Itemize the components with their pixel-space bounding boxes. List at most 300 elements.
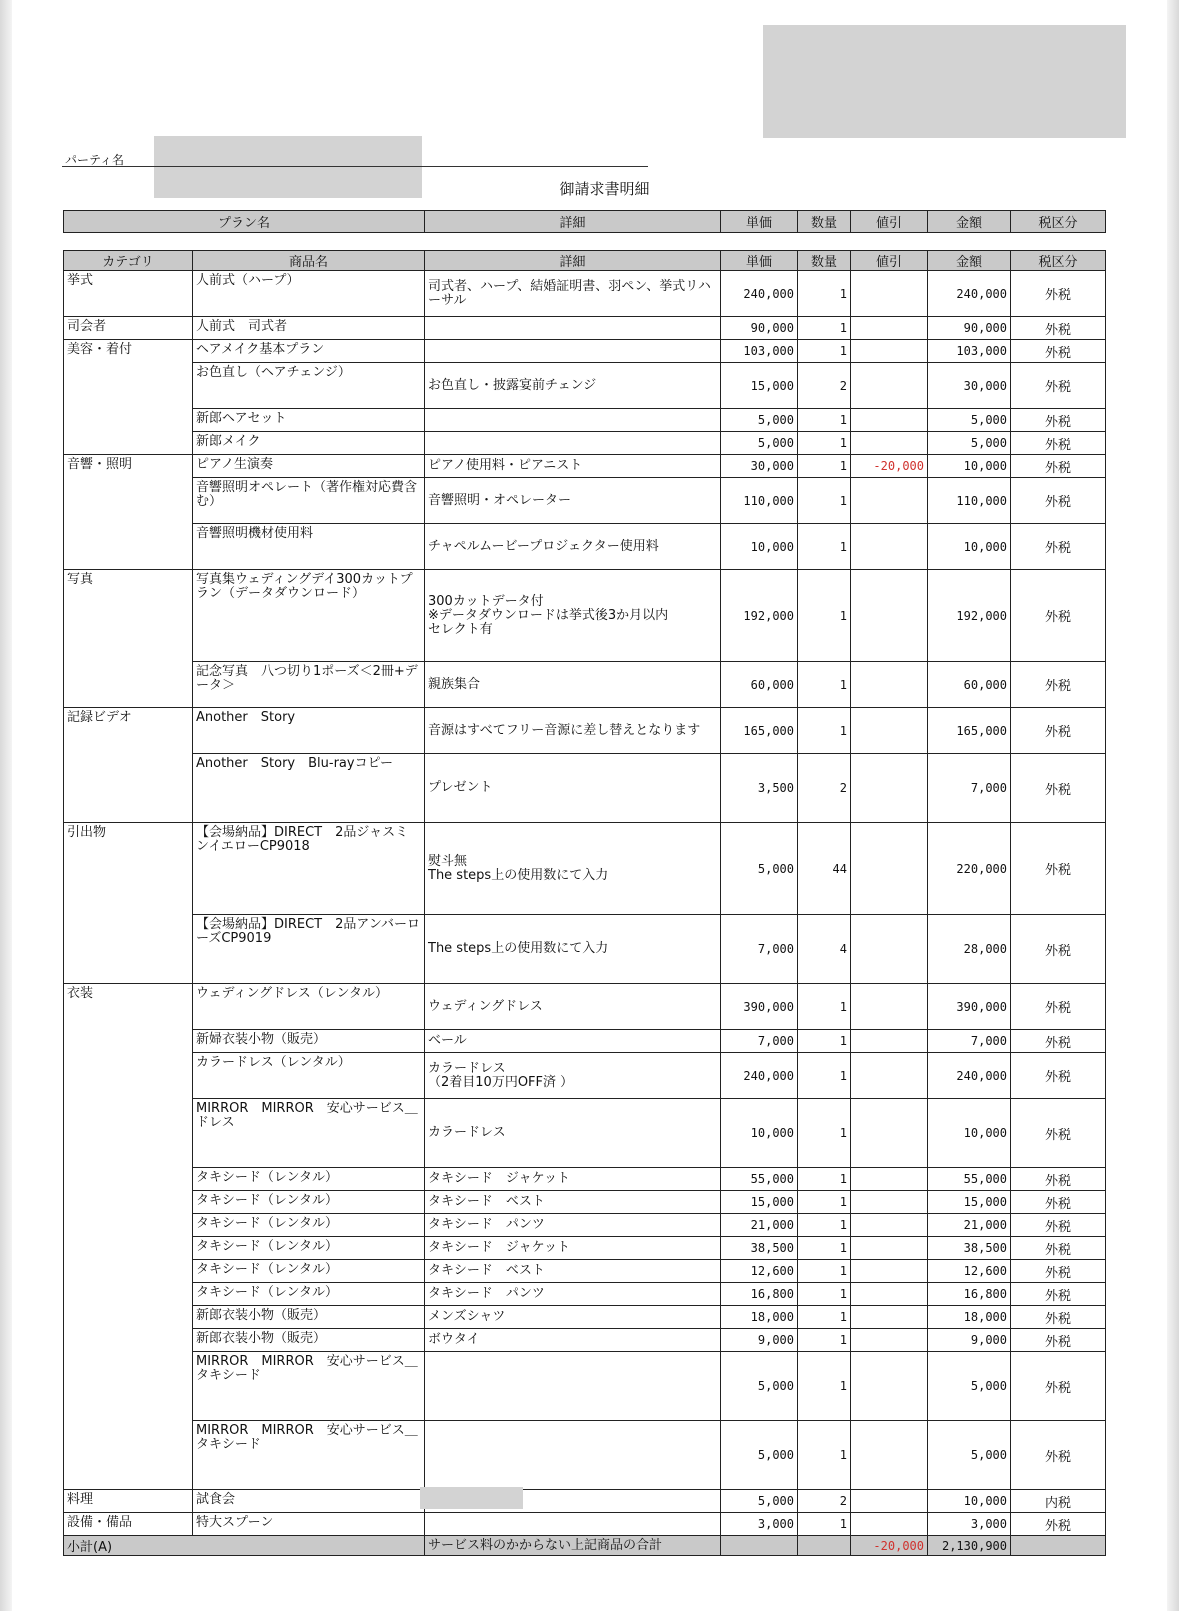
item-row [64, 1099, 1106, 1168]
subtotal-detail: サービス料のかからない上記商品の合計 [425, 1536, 721, 1556]
amount-cell: 192,000 [928, 570, 1011, 662]
amount-cell: 16,800 [928, 1283, 1011, 1306]
item-row [64, 1260, 1106, 1283]
tax-type-cell: 外税 [1011, 455, 1106, 478]
item-detail-cell: タキシード ジャケット [425, 1168, 721, 1191]
unit-price-cell: 5,000 [721, 409, 798, 432]
item-row [64, 1306, 1106, 1329]
item-row [64, 478, 1106, 524]
unit-price-cell: 15,000 [721, 363, 798, 409]
item-detail-cell: 親族集合 [425, 662, 721, 708]
quantity-cell: 2 [798, 363, 851, 409]
tax-type-cell: 外税 [1011, 754, 1106, 823]
amount-cell: 240,000 [928, 271, 1011, 317]
item-detail-cell: メンズシャツ [425, 1306, 721, 1329]
unit-price-cell: 3,000 [721, 1513, 798, 1536]
amount-cell: 5,000 [928, 1352, 1011, 1421]
quantity-cell: 1 [798, 1168, 851, 1191]
document-title: 御請求書明細 [559, 180, 650, 198]
quantity-cell: 1 [798, 1030, 851, 1053]
discount-cell [851, 1030, 928, 1053]
discount-cell [851, 1352, 928, 1421]
item-detail-cell: お色直し・披露宴前チェンジ [425, 363, 721, 409]
quantity-cell: 1 [798, 432, 851, 455]
item-name-cell: 新郎メイク [193, 432, 425, 455]
unit-price-cell: 5,000 [721, 823, 798, 915]
tax-type-cell: 外税 [1011, 1030, 1106, 1053]
item-row [64, 662, 1106, 708]
quantity-cell: 1 [798, 1306, 851, 1329]
items-header-cell: 詳細 [425, 251, 721, 271]
quantity-cell: 2 [798, 754, 851, 823]
unit-price-cell: 5,000 [721, 1352, 798, 1421]
subtotal-label: 小計(A) [64, 1536, 425, 1556]
plan-header-cell: プラン名 [64, 211, 425, 233]
amount-cell: 5,000 [928, 432, 1011, 455]
quantity-cell: 4 [798, 915, 851, 984]
item-name-cell: MIRROR MIRROR 安心サービス＿ドレス [193, 1099, 425, 1168]
item-name-cell: カラードレス（レンタル） [193, 1053, 425, 1099]
tax-type-cell: 外税 [1011, 915, 1106, 984]
item-name-cell: 【会場納品】DIRECT 2品アンバーローズCP9019 [193, 915, 425, 984]
quantity-cell: 1 [798, 984, 851, 1030]
discount-cell [851, 432, 928, 455]
category-cell [64, 1306, 193, 1329]
plan-header-row [64, 211, 1106, 233]
tax-type-cell: 外税 [1011, 1306, 1106, 1329]
item-detail-cell: タキシード パンツ [425, 1214, 721, 1237]
unit-price-cell: 390,000 [721, 984, 798, 1030]
unit-price-cell: 90,000 [721, 317, 798, 340]
category-cell [64, 478, 193, 524]
category-cell [64, 1421, 193, 1490]
item-name-cell: ヘアメイク基本プラン [193, 340, 425, 363]
unit-price-cell: 5,000 [721, 1421, 798, 1490]
plan-header-cell: 税区分 [1011, 211, 1106, 233]
item-row [64, 708, 1106, 754]
item-detail-cell: 司式者、ハープ、結婚証明書、羽ペン、挙式リハーサル [425, 271, 721, 317]
item-detail-cell [425, 1421, 721, 1490]
item-name-cell: タキシード（レンタル） [193, 1191, 425, 1214]
amount-cell: 30,000 [928, 363, 1011, 409]
discount-cell [851, 409, 928, 432]
quantity-cell: 1 [798, 455, 851, 478]
tax-type-cell: 外税 [1011, 1191, 1106, 1214]
item-detail-cell [425, 317, 721, 340]
item-name-cell: 新郎ヘアセット [193, 409, 425, 432]
discount-cell [851, 271, 928, 317]
item-detail-cell: タキシード ジャケット [425, 1237, 721, 1260]
unit-price-cell: 9,000 [721, 1329, 798, 1352]
unit-price-cell: 240,000 [721, 1053, 798, 1099]
quantity-cell: 1 [798, 1237, 851, 1260]
amount-cell: 5,000 [928, 409, 1011, 432]
item-detail-cell [425, 1352, 721, 1421]
quantity-cell: 1 [798, 662, 851, 708]
tax-type-cell: 外税 [1011, 1260, 1106, 1283]
item-name-cell: ウェディングドレス（レンタル） [193, 984, 425, 1030]
amount-cell: 7,000 [928, 1030, 1011, 1053]
redacted-block-top-right [763, 25, 1126, 138]
category-cell: 司会者 [64, 317, 193, 340]
item-detail-cell: タキシード ベスト [425, 1191, 721, 1214]
amount-cell: 390,000 [928, 984, 1011, 1030]
unit-price-cell: 16,800 [721, 1283, 798, 1306]
unit-price-cell: 21,000 [721, 1214, 798, 1237]
category-cell: 美容・着付 [64, 340, 193, 363]
item-name-cell: タキシード（レンタル） [193, 1214, 425, 1237]
amount-cell: 10,000 [928, 524, 1011, 570]
item-detail-cell: ピアノ使用料・ピアニスト [425, 455, 721, 478]
tax-type-cell: 外税 [1011, 432, 1106, 455]
unit-price-cell: 38,500 [721, 1237, 798, 1260]
item-row [64, 1030, 1106, 1053]
category-cell: 料理 [64, 1490, 193, 1513]
category-cell [64, 524, 193, 570]
category-cell [64, 915, 193, 984]
item-name-cell: 音響照明オペレート（著作権対応費含む） [193, 478, 425, 524]
tax-type-cell: 外税 [1011, 984, 1106, 1030]
unit-price-cell: 18,000 [721, 1306, 798, 1329]
subtotal-discount: -20,000 [851, 1536, 928, 1556]
item-row [64, 432, 1106, 455]
amount-cell: 7,000 [928, 754, 1011, 823]
unit-price-cell: 15,000 [721, 1191, 798, 1214]
item-detail-cell: プレゼント [425, 754, 721, 823]
category-cell [64, 1237, 193, 1260]
item-row [64, 524, 1106, 570]
item-detail-cell: 300カットデータ付 ※データダウンロードは挙式後3か月以内 セレクト有 [425, 570, 721, 662]
category-cell [64, 1053, 193, 1099]
tax-type-cell: 外税 [1011, 823, 1106, 915]
item-row [64, 570, 1106, 662]
item-detail-cell: ベール [425, 1030, 721, 1053]
item-row [64, 271, 1106, 317]
amount-cell: 12,600 [928, 1260, 1011, 1283]
item-detail-cell: ウェディングドレス [425, 984, 721, 1030]
page-edge-right [1167, 0, 1179, 1611]
quantity-cell: 1 [798, 1421, 851, 1490]
category-cell [64, 1030, 193, 1053]
unit-price-cell: 103,000 [721, 340, 798, 363]
items-header-row [64, 251, 1106, 271]
amount-cell: 3,000 [928, 1513, 1011, 1536]
discount-cell [851, 1329, 928, 1352]
tax-type-cell: 外税 [1011, 1513, 1106, 1536]
tax-type-cell: 外税 [1011, 1237, 1106, 1260]
item-name-cell: ピアノ生演奏 [193, 455, 425, 478]
item-row [64, 1352, 1106, 1421]
subtotal-price [721, 1536, 798, 1556]
discount-cell [851, 1283, 928, 1306]
unit-price-cell: 7,000 [721, 1030, 798, 1053]
quantity-cell: 1 [798, 1053, 851, 1099]
party-name-label: パーティ名 [65, 153, 125, 167]
item-detail-cell: ボウタイ [425, 1329, 721, 1352]
amount-cell: 18,000 [928, 1306, 1011, 1329]
amount-cell: 103,000 [928, 340, 1011, 363]
amount-cell: 55,000 [928, 1168, 1011, 1191]
item-name-cell: タキシード（レンタル） [193, 1237, 425, 1260]
quantity-cell: 1 [798, 1513, 851, 1536]
category-cell [64, 1352, 193, 1421]
item-name-cell: MIRROR MIRROR 安心サービス＿タキシード [193, 1421, 425, 1490]
category-cell [64, 662, 193, 708]
item-row [64, 340, 1106, 363]
amount-cell: 90,000 [928, 317, 1011, 340]
items-header-cell: 値引 [851, 251, 928, 271]
item-name-cell: MIRROR MIRROR 安心サービス＿タキシード [193, 1352, 425, 1421]
item-row [64, 1168, 1106, 1191]
amount-cell: 165,000 [928, 708, 1011, 754]
items-header-cell: 数量 [798, 251, 851, 271]
items-header-cell: 単価 [721, 251, 798, 271]
item-row [64, 1490, 1106, 1513]
plan-header-cell: 詳細 [425, 211, 721, 233]
item-row [64, 317, 1106, 340]
discount-cell [851, 823, 928, 915]
category-cell [64, 1214, 193, 1237]
quantity-cell: 1 [798, 1329, 851, 1352]
unit-price-cell: 10,000 [721, 524, 798, 570]
subtotal-amount: 2,130,900 [928, 1536, 1011, 1556]
category-cell [64, 1191, 193, 1214]
tax-type-cell: 外税 [1011, 570, 1106, 662]
subtotal-qty [798, 1536, 851, 1556]
discount-cell [851, 754, 928, 823]
item-name-cell: Another Story Blu-rayコピー [193, 754, 425, 823]
item-detail-cell: 熨斗無 The steps上の使用数にて入力 [425, 823, 721, 915]
category-cell: 記録ビデオ [64, 708, 193, 754]
plan-table [63, 210, 1106, 233]
item-name-cell: 特大スプーン [193, 1513, 425, 1536]
item-name-cell: 人前式 司式者 [193, 317, 425, 340]
discount-cell [851, 1191, 928, 1214]
amount-cell: 15,000 [928, 1191, 1011, 1214]
unit-price-cell: 12,600 [721, 1260, 798, 1283]
tax-type-cell: 外税 [1011, 1352, 1106, 1421]
amount-cell: 10,000 [928, 1490, 1011, 1513]
item-name-cell: 写真集ウェディングデイ300カットプラン（データダウンロード） [193, 570, 425, 662]
category-cell: 写真 [64, 570, 193, 662]
category-cell [64, 1329, 193, 1352]
amount-cell: 10,000 [928, 1099, 1011, 1168]
plan-header-cell: 単価 [721, 211, 798, 233]
tax-type-cell: 外税 [1011, 1283, 1106, 1306]
page-edge-left [0, 0, 12, 1611]
quantity-cell: 1 [798, 570, 851, 662]
plan-header-cell: 数量 [798, 211, 851, 233]
category-cell [64, 1283, 193, 1306]
quantity-cell: 44 [798, 823, 851, 915]
item-name-cell: 記念写真 八つ切り1ポーズ＜2冊+データ＞ [193, 662, 425, 708]
quantity-cell: 1 [798, 524, 851, 570]
item-row [64, 1421, 1106, 1490]
item-detail-cell: カラードレス [425, 1099, 721, 1168]
quantity-cell: 1 [798, 1214, 851, 1237]
quantity-cell: 1 [798, 1352, 851, 1421]
category-cell [64, 363, 193, 409]
quantity-cell: 1 [798, 1260, 851, 1283]
item-name-cell: Another Story [193, 708, 425, 754]
unit-price-cell: 110,000 [721, 478, 798, 524]
item-row [64, 363, 1106, 409]
quantity-cell: 1 [798, 271, 851, 317]
quantity-cell: 1 [798, 478, 851, 524]
tax-type-cell: 外税 [1011, 478, 1106, 524]
item-name-cell: タキシード（レンタル） [193, 1260, 425, 1283]
amount-cell: 110,000 [928, 478, 1011, 524]
unit-price-cell: 7,000 [721, 915, 798, 984]
discount-cell [851, 1260, 928, 1283]
tax-type-cell: 内税 [1011, 1490, 1106, 1513]
plan-header-cell: 金額 [928, 211, 1011, 233]
item-name-cell: タキシード（レンタル） [193, 1283, 425, 1306]
quantity-cell: 1 [798, 317, 851, 340]
unit-price-cell: 5,000 [721, 1490, 798, 1513]
item-detail-cell [425, 340, 721, 363]
items-header-cell: 税区分 [1011, 251, 1106, 271]
item-name-cell: 新郎衣装小物（販売） [193, 1306, 425, 1329]
plan-header-cell: 値引 [851, 211, 928, 233]
amount-cell: 28,000 [928, 915, 1011, 984]
amount-cell: 38,500 [928, 1237, 1011, 1260]
amount-cell: 240,000 [928, 1053, 1011, 1099]
quantity-cell: 1 [798, 708, 851, 754]
item-row [64, 1329, 1106, 1352]
category-cell: 挙式 [64, 271, 193, 317]
item-row [64, 823, 1106, 915]
subtotal-tax [1011, 1536, 1106, 1556]
tax-type-cell: 外税 [1011, 662, 1106, 708]
subtotal-row [64, 1536, 1106, 1556]
amount-cell: 5,000 [928, 1421, 1011, 1490]
party-name-underline [62, 166, 648, 167]
amount-cell: 60,000 [928, 662, 1011, 708]
item-detail-cell: チャペルムービープロジェクター使用料 [425, 524, 721, 570]
discount-cell [851, 363, 928, 409]
tax-type-cell: 外税 [1011, 1329, 1106, 1352]
discount-cell [851, 1421, 928, 1490]
item-detail-cell [425, 1513, 721, 1536]
item-name-cell: お色直し（ヘアチェンジ） [193, 363, 425, 409]
unit-price-cell: 55,000 [721, 1168, 798, 1191]
tax-type-cell: 外税 [1011, 708, 1106, 754]
unit-price-cell: 5,000 [721, 432, 798, 455]
discount-cell [851, 1306, 928, 1329]
item-detail-cell [425, 432, 721, 455]
category-cell: 衣装 [64, 984, 193, 1030]
tax-type-cell: 外税 [1011, 1168, 1106, 1191]
category-cell [64, 1099, 193, 1168]
discount-cell [851, 478, 928, 524]
item-row [64, 754, 1106, 823]
unit-price-cell: 10,000 [721, 1099, 798, 1168]
tax-type-cell: 外税 [1011, 271, 1106, 317]
discount-cell [851, 1168, 928, 1191]
discount-cell [851, 1053, 928, 1099]
item-row [64, 1053, 1106, 1099]
redacted-cell [420, 1487, 523, 1509]
tax-type-cell: 外税 [1011, 1214, 1106, 1237]
item-row [64, 1283, 1106, 1306]
discount-cell [851, 340, 928, 363]
unit-price-cell: 240,000 [721, 271, 798, 317]
items-header-cell: 商品名 [193, 251, 425, 271]
discount-cell [851, 524, 928, 570]
tax-type-cell: 外税 [1011, 1099, 1106, 1168]
item-detail-cell: 音源はすべてフリー音源に差し替えとなります [425, 708, 721, 754]
items-header-cell: カテゴリ [64, 251, 193, 271]
unit-price-cell: 60,000 [721, 662, 798, 708]
discount-cell [851, 1513, 928, 1536]
category-cell [64, 1260, 193, 1283]
item-row [64, 1237, 1106, 1260]
discount-cell [851, 662, 928, 708]
item-name-cell: 人前式（ハープ） [193, 271, 425, 317]
discount-cell [851, 1490, 928, 1513]
discount-cell [851, 1237, 928, 1260]
quantity-cell: 1 [798, 409, 851, 432]
items-header-cell: 金額 [928, 251, 1011, 271]
discount-cell [851, 708, 928, 754]
item-name-cell: 新婦衣装小物（販売） [193, 1030, 425, 1053]
quantity-cell: 1 [798, 1099, 851, 1168]
unit-price-cell: 165,000 [721, 708, 798, 754]
items-table [63, 250, 1106, 1556]
item-row [64, 984, 1106, 1030]
tax-type-cell: 外税 [1011, 524, 1106, 570]
item-detail-cell: The steps上の使用数にて入力 [425, 915, 721, 984]
amount-cell: 220,000 [928, 823, 1011, 915]
tax-type-cell: 外税 [1011, 340, 1106, 363]
item-name-cell: 新郎衣装小物（販売） [193, 1329, 425, 1352]
discount-cell [851, 915, 928, 984]
item-detail-cell: カラードレス （2着目10万円OFF済 ） [425, 1053, 721, 1099]
item-name-cell: タキシード（レンタル） [193, 1168, 425, 1191]
unit-price-cell: 192,000 [721, 570, 798, 662]
quantity-cell: 1 [798, 1191, 851, 1214]
amount-cell: 10,000 [928, 455, 1011, 478]
amount-cell: 21,000 [928, 1214, 1011, 1237]
discount-cell [851, 1214, 928, 1237]
quantity-cell: 2 [798, 1490, 851, 1513]
items-body [64, 271, 1106, 1536]
discount-cell [851, 984, 928, 1030]
discount-cell: -20,000 [851, 455, 928, 478]
category-cell: 設備・備品 [64, 1513, 193, 1536]
amount-cell: 9,000 [928, 1329, 1011, 1352]
tax-type-cell: 外税 [1011, 317, 1106, 340]
quantity-cell: 1 [798, 1283, 851, 1306]
item-detail-cell: タキシード パンツ [425, 1283, 721, 1306]
item-detail-cell: タキシード ベスト [425, 1260, 721, 1283]
unit-price-cell: 3,500 [721, 754, 798, 823]
item-row [64, 409, 1106, 432]
item-name-cell: 【会場納品】DIRECT 2品ジャスミンイエローCP9018 [193, 823, 425, 915]
item-row [64, 455, 1106, 478]
category-cell: 引出物 [64, 823, 193, 915]
category-cell [64, 409, 193, 432]
item-detail-cell [425, 409, 721, 432]
item-detail-cell: 音響照明・オペレーター [425, 478, 721, 524]
item-row [64, 915, 1106, 984]
discount-cell [851, 317, 928, 340]
item-name-cell: 試食会 [193, 1490, 425, 1513]
tax-type-cell: 外税 [1011, 1421, 1106, 1490]
category-cell [64, 1168, 193, 1191]
discount-cell [851, 570, 928, 662]
